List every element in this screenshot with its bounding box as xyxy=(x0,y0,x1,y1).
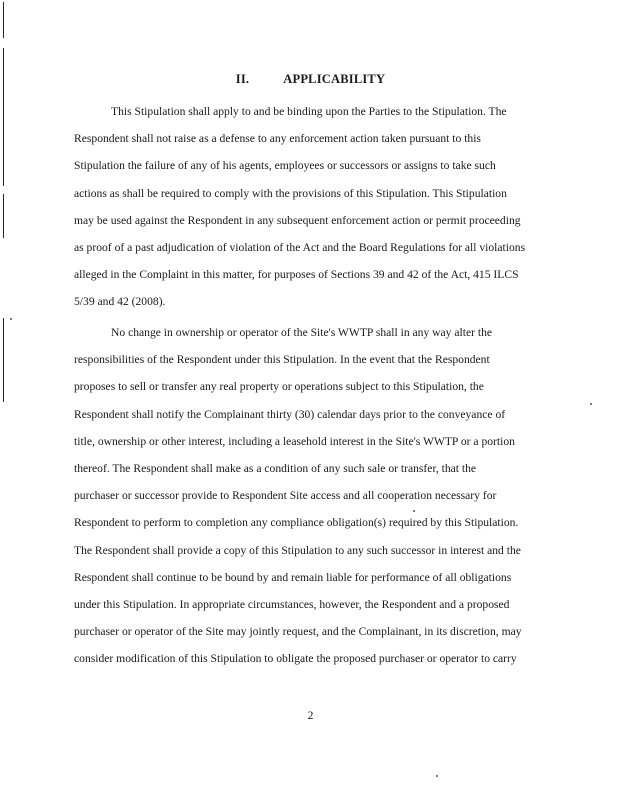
section-title: APPLICABILITY xyxy=(283,72,386,86)
paragraph-line: thereof. The Respondent shall make as a condition of any such sale or transfer, that the xyxy=(74,461,477,475)
scan-speck xyxy=(10,318,12,320)
paragraph-line: as proof of a past adjudication of violation of the Act and the Board Regulations for all violations xyxy=(74,240,526,254)
paragraph-line: The Respondent shall provide a copy of this Stipulation to any such successor in interest and the xyxy=(74,543,521,557)
paragraph-line: consider modification of this Stipulation to obligate the proposed purchaser or operator to carry xyxy=(74,652,517,666)
paragraph-line: alleged in the Complaint in this matter, for purposes of Sections 39 and 42 of the Act, 415 ILCS xyxy=(74,268,519,282)
scan-mark-lower xyxy=(3,318,4,402)
paragraph-line: actions as shall be required to comply with the provisions of this Stipulation. This Stipulation xyxy=(74,186,507,200)
paragraph-line: 5/39 and 42 (2008). xyxy=(74,295,166,309)
paragraph-line: No change in ownership or operator of the Site's WWTP shall in any way alter the xyxy=(111,326,493,339)
paragraph-line: responsibilities of the Respondent under this Stipulation. In the event that the Respondent xyxy=(74,353,490,367)
paragraph-line: This Stipulation shall apply to and be binding upon the Parties to the Stipulation. The xyxy=(111,105,507,118)
paragraph-line: purchaser or successor provide to Respondent Site access and all cooperation necessary for xyxy=(74,489,497,503)
paragraph-line: Respondent shall continue to be bound by and remain liable for performance of all obligations xyxy=(74,570,512,584)
paragraph-line: purchaser or operator of the Site may jointly request, and the Complainant, in its discretion, may xyxy=(74,625,522,639)
paragraph-line: Respondent to perform to completion any compliance obligation(s) required by this Stipulation. xyxy=(74,516,519,530)
paragraph-line: under this Stipulation. In appropriate circumstances, however, the Respondent and a proposed xyxy=(74,597,510,611)
paragraph-1 xyxy=(74,98,544,316)
scan-mark-top xyxy=(3,2,4,38)
paragraph-line: Respondent shall notify the Complainant thirty (30) calendar days prior to the conveyance of xyxy=(74,407,506,421)
scan-mark-middle xyxy=(3,194,4,238)
section-heading xyxy=(0,72,621,87)
paragraph-2 xyxy=(74,319,544,672)
scan-speck xyxy=(590,403,592,405)
page-number: 2 xyxy=(307,710,314,722)
scan-mark-upper xyxy=(3,48,4,186)
paragraph-line: proposes to sell or transfer any real property or operations subject to this Stipulation, the xyxy=(74,380,484,394)
paragraph-line: Respondent shall not raise as a defense to any enforcement action taken pursuant to this xyxy=(74,132,481,146)
paragraph-line: title, ownership or other interest, including a leasehold interest in the Site's WWTP or a portion xyxy=(74,434,515,448)
scan-speck xyxy=(436,775,438,777)
paragraph-line: may be used against the Respondent in any subsequent enforcement action or permit proceeding xyxy=(74,213,521,227)
section-number: II. xyxy=(235,72,250,86)
paragraph-line: Stipulation the failure of any of his agents, employees or successors or assigns to take such xyxy=(74,159,496,173)
